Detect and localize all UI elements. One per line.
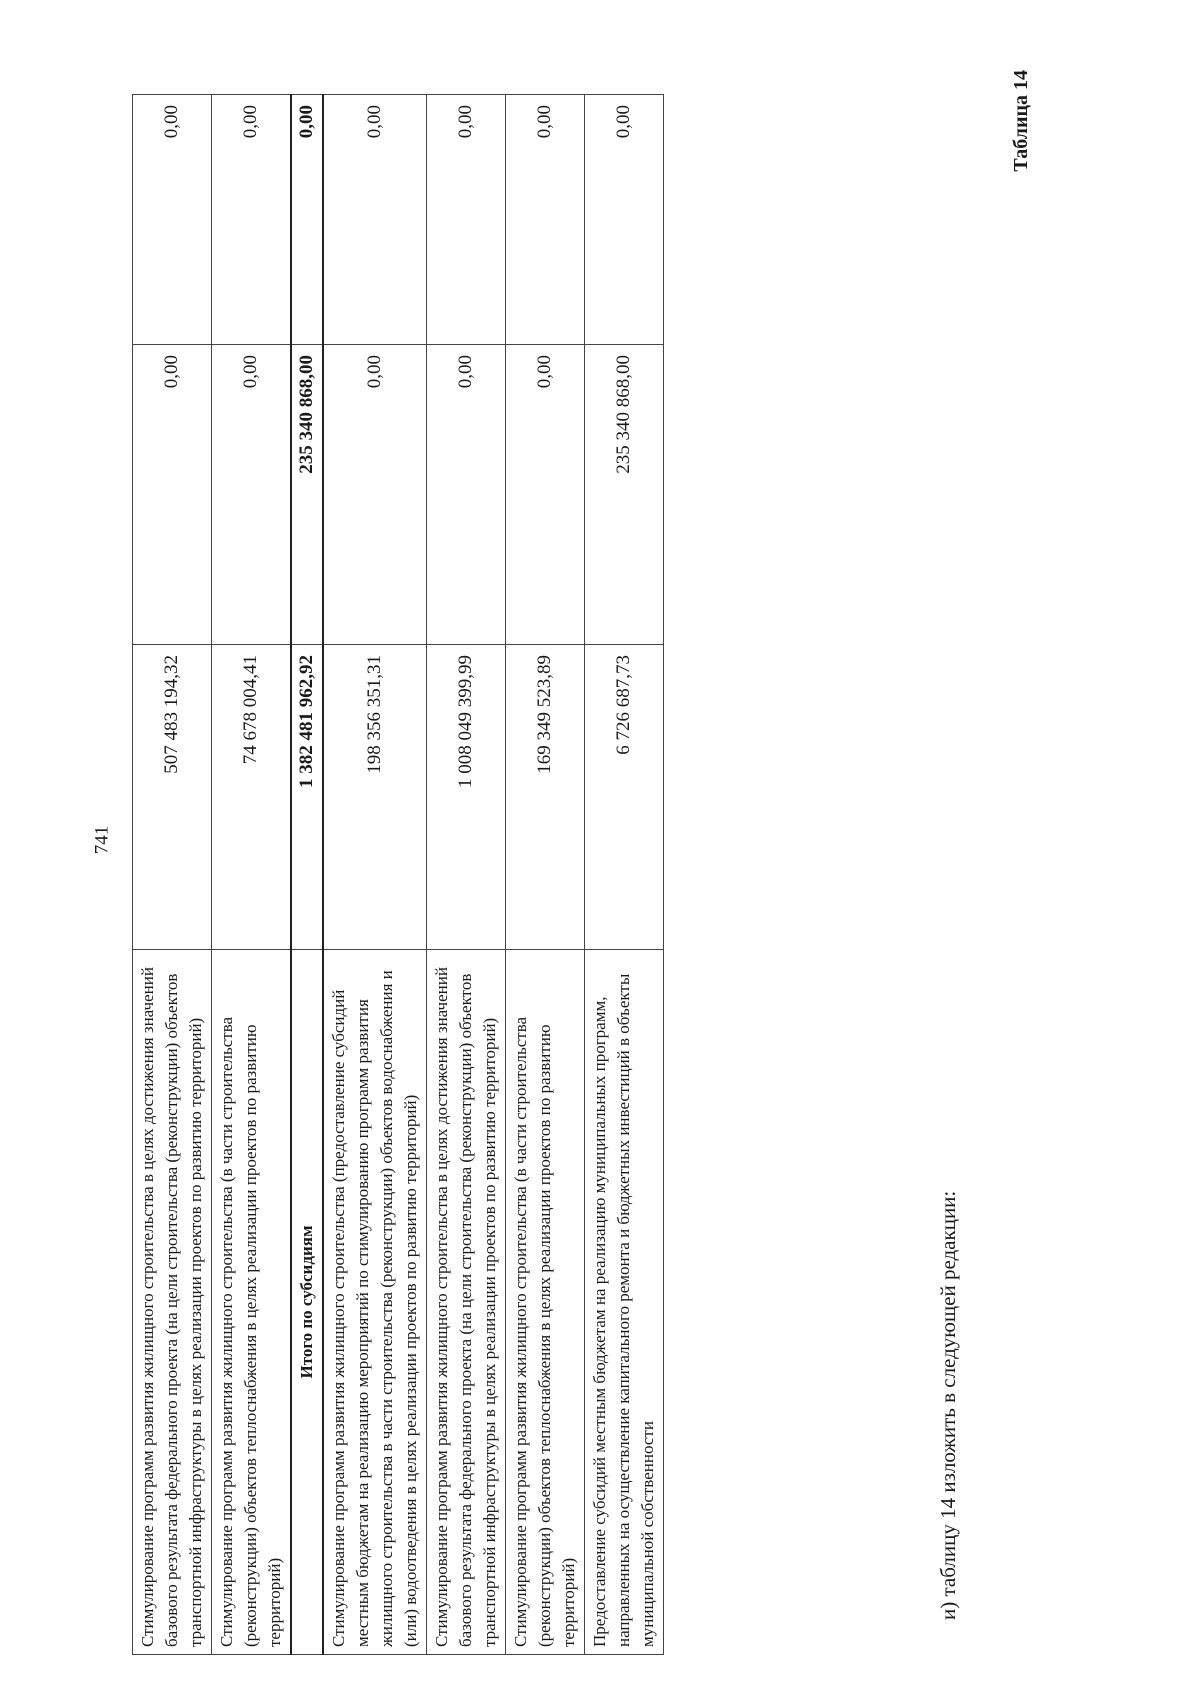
row-value-3: 0,00: [212, 95, 292, 345]
row-label: Стимулирование программ развития жилищного строительства в целях достижения значений базового результата федерального проекта (на цели строительства (реконструкции) объектов транспортной инфраструктуры в целях реализации проектов по развитию территорий): [133, 950, 212, 1655]
total-row: [291, 95, 323, 1655]
row-value-2: 235 340 868,00: [585, 345, 664, 645]
table-row: [212, 95, 292, 1655]
total-value-3: 0,00: [291, 95, 323, 345]
amendment-caption: и) таблицу 14 изложить в следующей редакции:: [936, 1190, 960, 1620]
table-row: [506, 95, 585, 1655]
row-value-2: 0,00: [427, 345, 506, 645]
page-number: 741: [91, 825, 112, 855]
row-value-2: 0,00: [323, 345, 427, 645]
row-value-3: 0,00: [506, 95, 585, 345]
row-label: Предоставление субсидий местным бюджетам на реализацию муниципальных программ, направленных на осуществление капитального ремонта и бюджетных инвестиций в объекты муниципальной собственности: [585, 950, 664, 1655]
table-row: [585, 95, 664, 1655]
table-row: [427, 95, 506, 1655]
table-row: [323, 95, 427, 1655]
row-label: Стимулирование программ развития жилищного строительства (в части строительства (реконструкции) объектов теплоснабжения в целях реализации проектов по развитию территорий): [506, 950, 585, 1655]
row-label: Стимулирование программ развития жилищного строительства (предоставление субсидий местным бюджетам на реализацию мероприятий по стимулированию программ развития жилищного строительства в части строительства (реконструкции) объектов водоснабжения и (или) водоотведения в целях реализации проектов по развитию территорий): [323, 950, 427, 1655]
row-value-1: 169 349 523,89: [506, 645, 585, 950]
table-label: Таблица 14: [1010, 70, 1032, 172]
row-label: Стимулирование программ развития жилищного строительства в целях достижения значений базового результата федерального проекта (на цели строительства (реконструкции) объектов транспортной инфраструктуры в целях реализации проектов по развитию территорий): [427, 950, 506, 1655]
row-label: Стимулирование программ развития жилищного строительства (в части строительства (реконструкции) объектов теплоснабжения в целях реализации проектов по развитию территорий): [212, 950, 292, 1655]
row-value-2: 0,00: [133, 345, 212, 645]
row-value-2: 0,00: [212, 345, 292, 645]
row-value-1: 74 678 004,41: [212, 645, 292, 950]
total-value-2: 235 340 868,00: [291, 345, 323, 645]
row-value-3: 0,00: [427, 95, 506, 345]
table-row: [133, 95, 212, 1655]
total-label: Итого по субсидиям: [291, 950, 323, 1655]
row-value-1: 198 356 351,31: [323, 645, 427, 950]
total-value-1: 1 382 481 962,92: [291, 645, 323, 950]
row-value-3: 0,00: [585, 95, 664, 345]
subsidy-table-container: [132, 95, 862, 1655]
row-value-1: 6 726 687,73: [585, 645, 664, 950]
row-value-3: 0,00: [133, 95, 212, 345]
row-value-1: 1 008 049 399,99: [427, 645, 506, 950]
row-value-1: 507 483 194,32: [133, 645, 212, 950]
subsidy-table: [132, 94, 664, 1655]
row-value-3: 0,00: [323, 95, 427, 345]
row-value-2: 0,00: [506, 345, 585, 645]
